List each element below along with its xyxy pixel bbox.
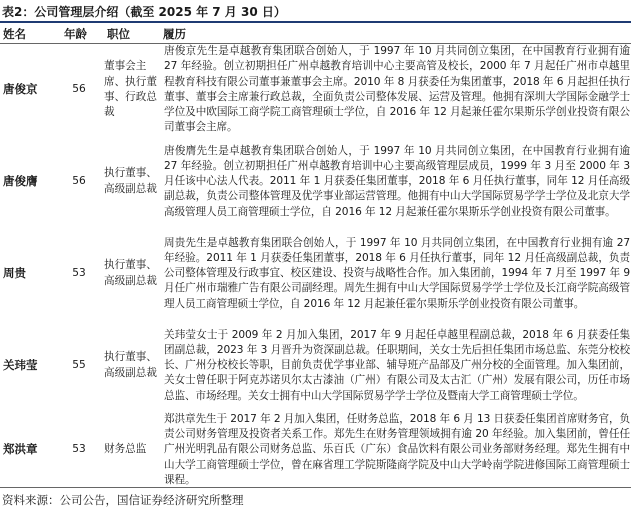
management-table xyxy=(0,44,631,488)
source-note: 资料来源：公司公告，国信证券经济研究所整理 xyxy=(2,493,244,507)
person-bio: 唐俊京先生是卓越教育集团联合创始人，于 1997 年 10 月共同创立集团，在中国教育行业拥有逾 27 年经验。创立初期担任广州卓越教育培训中心主要高管及校长，2000 年 7 月起任广州市卓越里程教育科技有限公司董事兼董事会主席。2010 年 8 月获委任为集团董事，2018 年 6 月起担任执行董事、董事会主席兼行政总裁，全面负责公司整体发展、运营及管理。他拥有深圳大学国际金融学士学位及中欧国际工商学院工商管理硕士学位，自 2016 年 12 月起兼任霍尔果斯乐学创业投资有限公司董事会主席。 xyxy=(164,45,630,134)
person-age: 56 xyxy=(72,83,86,96)
table-bottom-divider xyxy=(0,487,631,488)
person-role: 董事会主席、执行董事、行政总裁 xyxy=(104,60,157,119)
person-bio: 郑洪章先生于 2017 年 2 月加入集团，任财务总监，2018 年 6 月 13 日获委任集团首席财务官，负责公司财务管理及投资者关系工作。郑先生在财务管理领域拥有逾 20 年经验。加入集团前，曾任任广州光明乳品有限公司财务总监、乐百氏（广东）食品饮料有限公司业务部财务经理。郑先生拥有中山大学工商管理硕士学位，曾在麻省理工学院斯隆商学院及中山大学岭南学院进修国际工商管理硕士课程。 xyxy=(164,412,630,486)
person-age: 53 xyxy=(72,267,86,280)
header-age: 年龄 xyxy=(64,27,87,41)
header-bio: 履历 xyxy=(163,27,186,41)
person-role: 执行董事、高级副总裁 xyxy=(104,259,157,287)
table-row xyxy=(0,412,631,488)
person-name: 周贵 xyxy=(3,266,26,281)
person-role: 执行董事、高级副总裁 xyxy=(104,351,157,379)
table-title: 表2：公司管理层介绍（截至 2025 年 7 月 30 日） xyxy=(2,5,286,19)
table-row xyxy=(0,320,631,412)
person-bio: 唐俊膺先生是卓越教育集团联合创始人，于 1997 年 10 月共同创立集团，在中国教育行业拥有逾 27 年经验。创立初期担任广州卓越教育培训中心主要高级管理层成员，1999 年 3 月至 2000 年 3 月任该中心法人代表。2011 年 1 月获委任集团董事，2018 年 6 月任执行董事，同年 12 月任高级副总裁，负责公司整体管理及优学事业部运营管理。他拥有中山大学国际贸易学学士学位及北京大学高级管理人员工商管理硕士学位，自 2016 年 12 月起兼任霍尔果斯乐学创业投资有限公司董事。 xyxy=(164,144,630,218)
table-row xyxy=(0,44,631,136)
person-name: 唐俊京 xyxy=(3,82,38,97)
title-divider xyxy=(0,21,631,23)
person-age: 55 xyxy=(72,359,86,372)
person-name: 郑洪章 xyxy=(3,442,38,457)
person-age: 56 xyxy=(72,175,86,188)
table-row xyxy=(0,228,631,320)
person-name: 唐俊膺 xyxy=(3,174,38,189)
header-name: 姓名 xyxy=(3,27,26,41)
person-role: 财务总监 xyxy=(104,443,147,456)
person-bio: 周贵先生是卓越教育集团联合创始人，于 1997 年 10 月共同创立集团，在中国教育行业拥有逾 27 年经验。2011 年 1 月获委任集团董事，2018 年 6 月任执行董事，同年 12 月任高级副总裁，负责公司整体管理及行政事宜、校区建设、投资与战略性合作。加入集团前，1994 年 7 月至 1997 年 9 月任广州市瑞雅广告有限公司副经理。周先生拥有中山大学国际贸易学学士学位及长江商学院高级管理人员工商管理硕士学位，自 2016 年 12 月起兼任霍尔果斯乐学创业投资有限公司董事。 xyxy=(164,236,630,310)
table-header xyxy=(0,25,631,43)
person-role: 执行董事、高级副总裁 xyxy=(104,167,157,195)
person-name: 关玮莹 xyxy=(3,358,38,373)
person-age: 53 xyxy=(72,443,86,456)
person-bio: 关玮莹女士于 2009 年 2 月加入集团，2017 年 9 月起任卓越里程副总裁，2018 年 6 月获委任集团副总裁，2023 年 3 月晋升为资深副总裁。任职期间，关女士先后担任集团市场总监、东莞分校校长、广州分校校长等职，目前负责优学事业部、辅导班产品部及广州分校的全面管理。加入集团前，关女士曾任职于阿克苏诺贝尔太古漆油（广州）有限公司及太古汇（广州）发展有限公司，历任市场总监、市场经理。关女士拥有中山大学国际贸易学学士学位及暨南大学工商管理硕士学位。 xyxy=(164,328,630,402)
header-role: 职位 xyxy=(107,27,130,41)
table-row xyxy=(0,136,631,228)
